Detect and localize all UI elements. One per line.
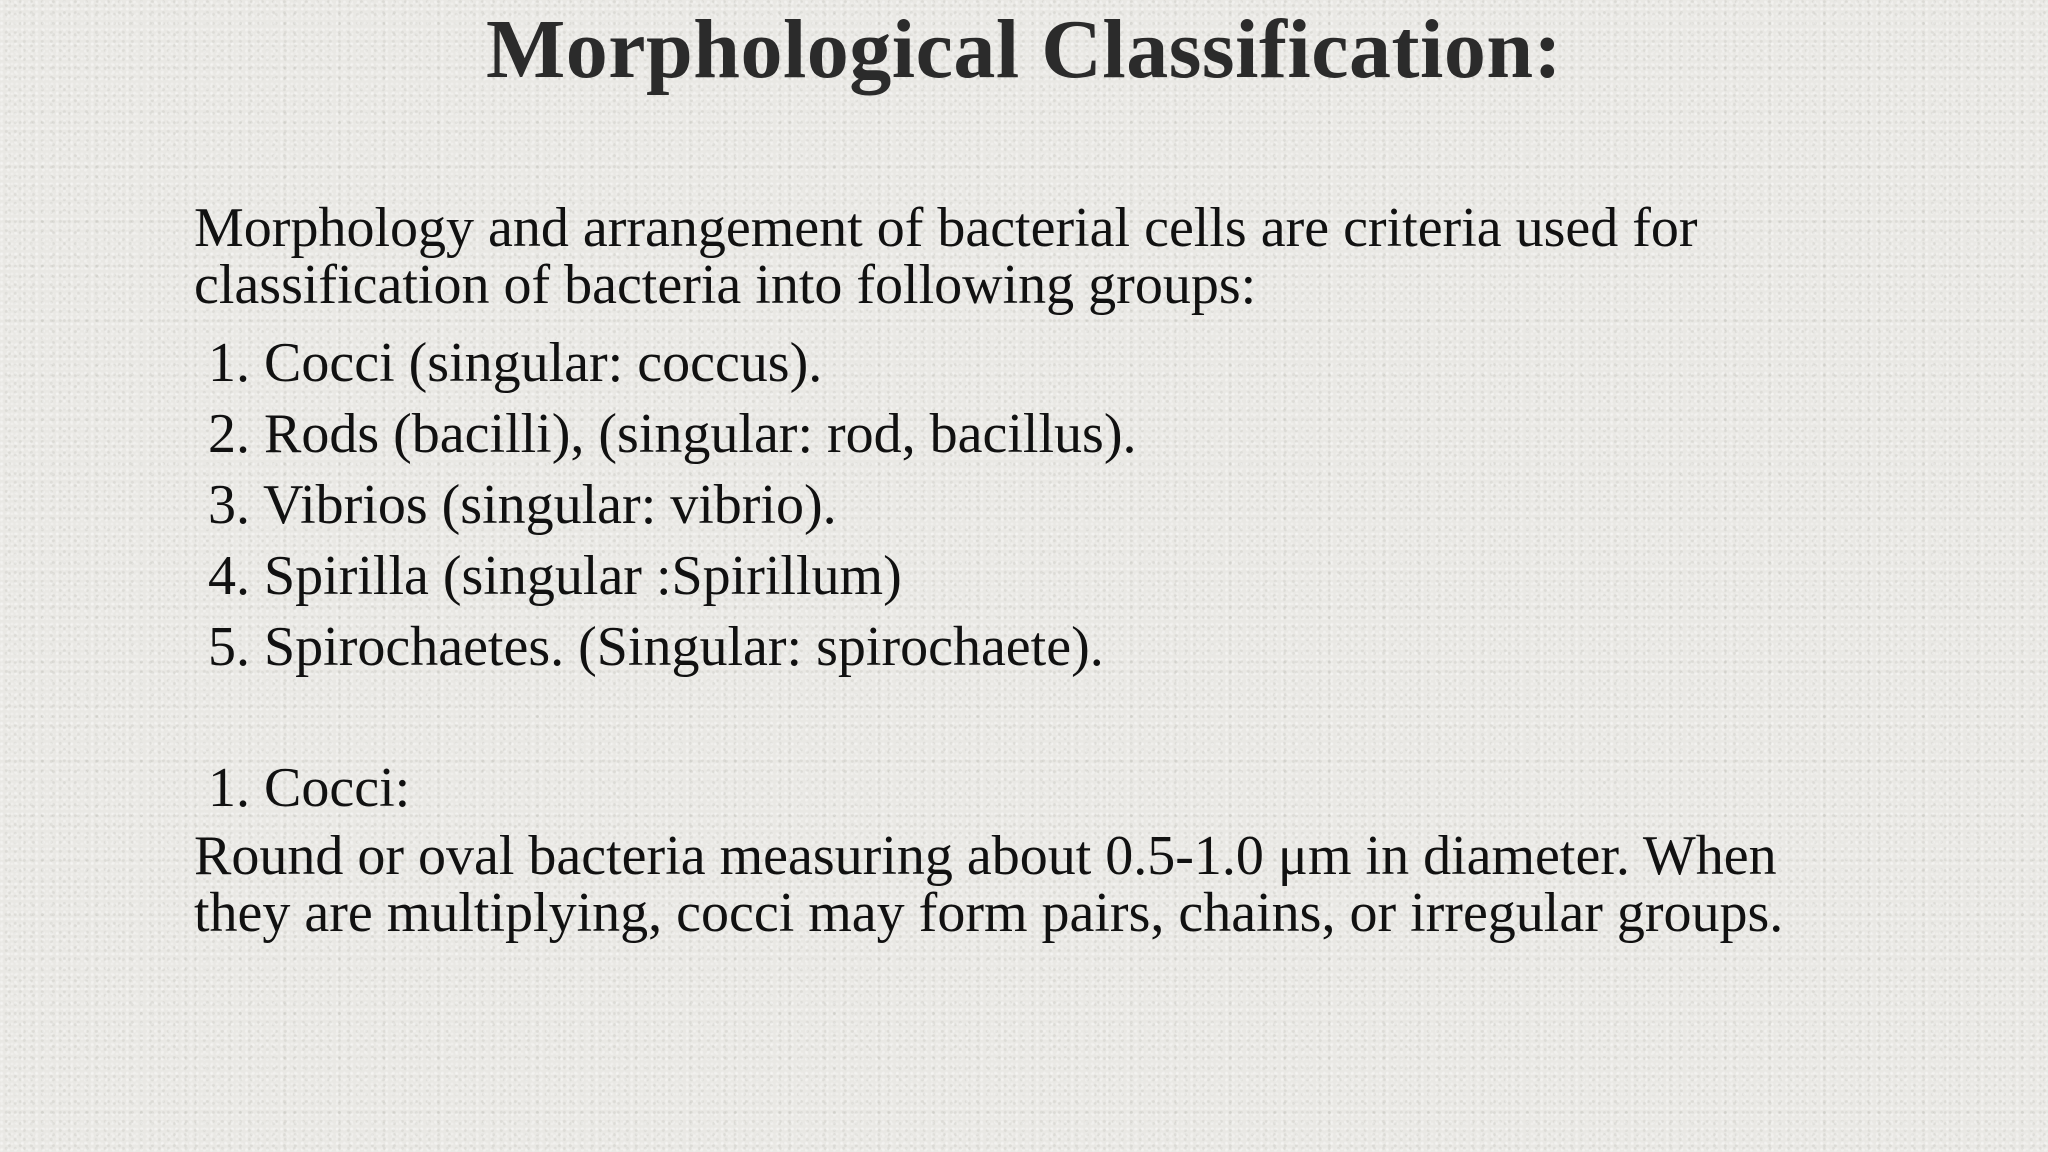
list-item: 3. Vibrios (singular: vibrio).: [208, 474, 837, 536]
intro-line-1: Morphology and arrangement of bacterial cells are criteria used for: [194, 197, 1698, 259]
list-item: 2. Rods (bacilli), (singular: rod, bacillus).: [208, 403, 1137, 465]
group-list: [194, 328, 1994, 683]
intro-paragraph: [194, 197, 1994, 316]
cocci-heading: 1. Cocci:: [208, 757, 411, 819]
intro-line-2: classification of bacteria into following groups:: [194, 254, 1257, 316]
list-item: 5. Spirochaetes. (Singular: spirochaete).: [208, 616, 1104, 678]
cocci-line-1: Round or oval bacteria measuring about 0.5-1.0 μm in diameter. When: [194, 825, 1777, 887]
slide-body: [194, 197, 1994, 944]
cocci-description: [194, 825, 1994, 944]
list-item: 1. Cocci (singular: coccus).: [208, 332, 823, 394]
slide-title: Morphological Classification:: [485, 3, 1563, 96]
cocci-line-2: they are multiplying, cocci may form pairs, chains, or irregular groups.: [194, 882, 1784, 944]
list-item: 4. Spirilla (singular :Spirillum): [208, 545, 902, 607]
